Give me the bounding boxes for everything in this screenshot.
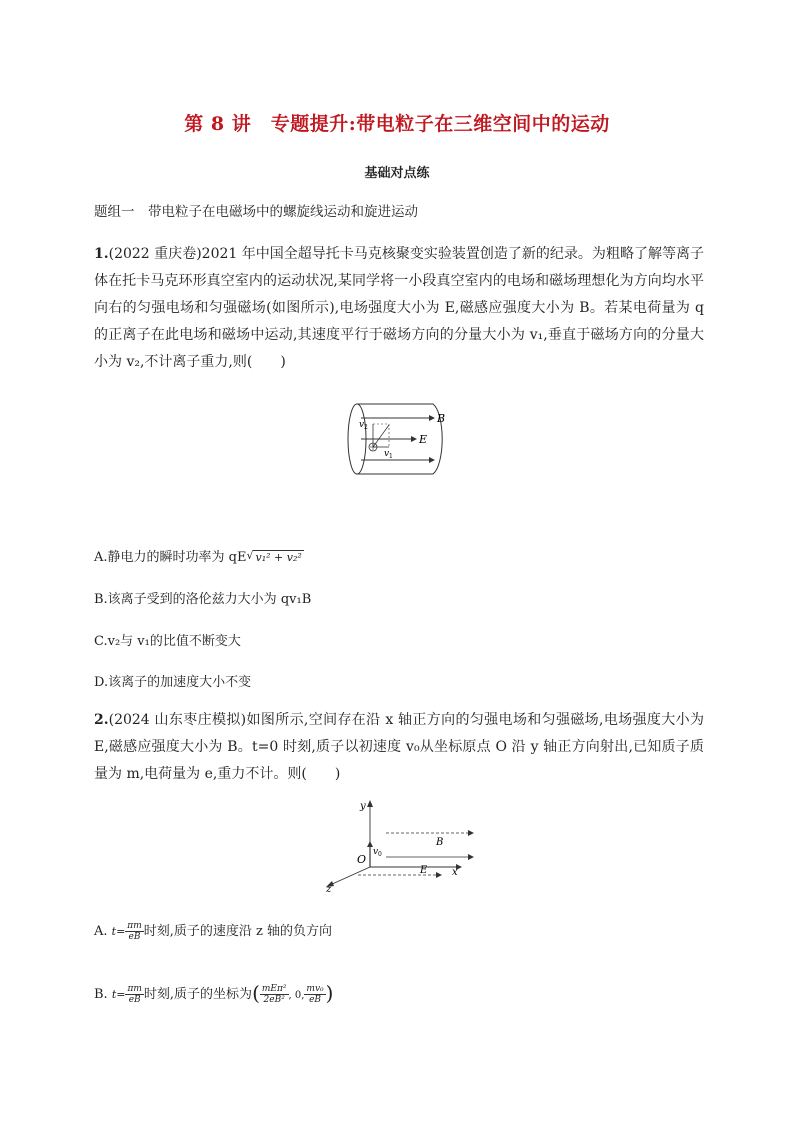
q2-option-b: B. t= $\frac{\pi m}{eB}$ 时刻,质子的坐标为( $\frac{\text{mEπ²}}{\text{2eB²}}$ , 0, $\frac{\text{mv₀}}{eB}$ ) <box>94 981 334 1005</box>
label-b: B <box>437 412 445 425</box>
label-v1-sub: 1 <box>389 453 393 460</box>
label-y: y <box>360 801 366 812</box>
q1-option-c: C.v₂与 v₁的比值不断变大 <box>94 634 241 649</box>
label-v0: v <box>373 847 379 857</box>
section-heading: 基础对点练 <box>364 166 430 181</box>
label-v2-sub: 2 <box>364 424 368 431</box>
q2-option-a: A. t= $\frac{\pi m}{eB}$ 时刻,质子的速度沿 z 轴的负方向 <box>94 921 332 942</box>
page-title: 第 8 讲 专题提升:带电粒子在三维空间中的运动 <box>184 113 610 135</box>
label-v0-sub: 0 <box>378 851 382 858</box>
cylinder-figure <box>345 400 445 476</box>
q1-option-d: D.该离子的加速度大小不变 <box>94 675 252 690</box>
fraction: $\frac{\pi m}{eB}$ <box>127 984 142 1005</box>
q1-option-a: A.静电力的瞬时功率为 qE√ v₁² + v₂² <box>94 549 302 565</box>
question-number: 2. <box>94 712 109 728</box>
label-v1: v <box>384 449 390 459</box>
label-b: B <box>436 837 444 848</box>
question-text: (2022 重庆卷)2021 年中国全超导托卡马克核聚变实验装置创造了新的纪录。为粗略了解等离子体在托卡马克环形真空室内的运动状况,某同学将一小段真空室内的电场和磁场理想化为方向均水平向右的匀强电场和匀强磁场(如图所示),电场强度大小为 E,磁感应强度大小为 B。若某电荷量为 q 的正离子在此电场和磁场中运动,其速度平行于磁场方向的分量大小为 v₁,垂直于磁场方向的分量大小为 v₂,不计离子重力,则( ) <box>94 246 704 370</box>
radicand: v₁² + v₂² <box>255 551 302 564</box>
question-text: (2024 山东枣庄模拟)如图所示,空间存在沿 x 轴正方向的匀强电场和匀强磁场,电场强度大小为 E,磁感应强度大小为 B。t=0 时刻,质子以初速度 v₀从坐标原点 O 沿 y 轴正方向射出,已知质子质量为 m,电荷量为 e,重力不计。则( ) <box>94 712 704 782</box>
group-heading: 题组一 带电粒子在电磁场中的螺旋线运动和旋进运动 <box>94 204 418 220</box>
question-2 <box>94 707 704 788</box>
label-v2: v <box>359 420 365 430</box>
label-o: O <box>357 853 367 866</box>
question-number: 1. <box>94 246 109 262</box>
label-e: E <box>419 433 428 446</box>
question-1 <box>94 241 704 376</box>
label-e: E <box>420 865 428 876</box>
fraction: $\frac{\pi m}{eB}$ <box>127 921 142 942</box>
q1-option-b: B.该离子受到的洛伦兹力大小为 qv₁B <box>94 592 312 607</box>
label-z: z <box>326 884 332 892</box>
axes-figure <box>320 797 480 892</box>
label-x: x <box>452 867 458 878</box>
